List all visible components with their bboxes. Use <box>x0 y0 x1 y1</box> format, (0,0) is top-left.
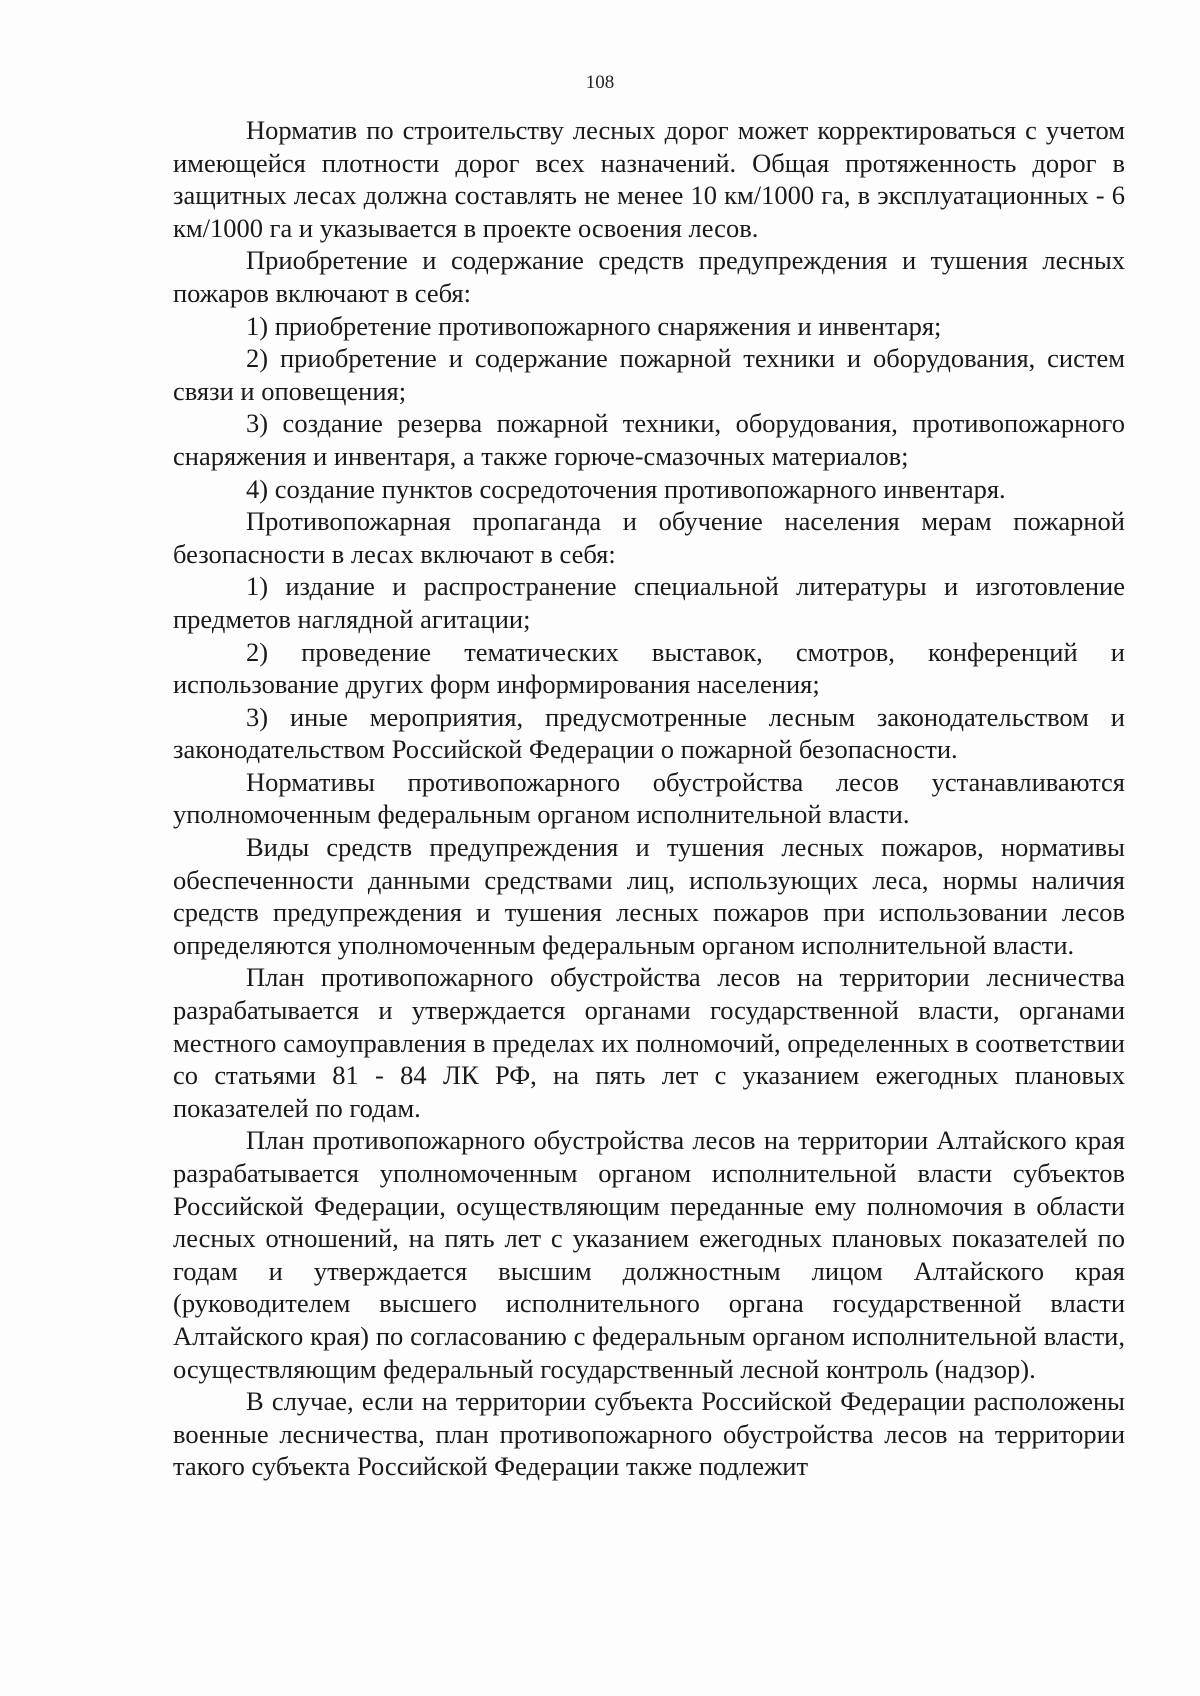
paragraph-altai-plan: План противопожарного обустройства лесов на территории Алтайского края разрабатывается уполномоченным органом исполнительной власти субъектов Российской Федерации, осуществляющим переданные ему полномочия в области лесных отношений, на пять лет с указанием ежегодных плановых показателей по годам и утверждается высшим должностным лицом Алтайского края (руководителем высшего исполнительного органа государственной власти Алтайского края) по согласованию с федеральным органом исполнительной власти, осуществляющим федеральный государственный лесной контроль (надзор). <box>173 1125 1125 1384</box>
list-item-propaganda-1: 1) издание и распространение специальной литературы и изготовление предметов наглядной агитации; <box>173 571 1125 634</box>
list-item-propaganda-3: 3) иные мероприятия, предусмотренные лесным законодательством и законодательством Российской Федерации о пожарной безопасности. <box>173 701 1125 765</box>
paragraph-norms-authority: Нормативы противопожарного обустройства лесов устанавливаются уполномоченным федеральным органом исполнительной власти. <box>173 766 1125 830</box>
list-item-equipment-1: 1) приобретение противопожарного снаряжения и инвентаря; <box>246 310 942 341</box>
list-item-equipment-4: 4) создание пунктов сосредоточения противопожарного инвентаря. <box>246 473 1006 504</box>
document-body <box>173 114 1125 1483</box>
list-item-equipment-2: 2) приобретение и содержание пожарной техники и оборудования, систем связи и оповещения; <box>173 343 1125 406</box>
list-item-propaganda-2: 2) проведение тематических выставок, смотров, конференций и использование других форм информирования населения; <box>173 636 1125 700</box>
paragraph-propaganda-intro: Противопожарная пропаганда и обучение населения мерам пожарной безопасности в лесах включают в себя: <box>173 506 1125 569</box>
paragraph-means-types: Виды средств предупреждения и тушения лесных пожаров, нормативы обеспеченности данными средствами лиц, использующих леса, нормы наличия средств предупреждения и тушения лесных пожаров при использовании лесов определяются уполномоченным федеральным органом исполнительной власти. <box>173 832 1125 960</box>
paragraph-fire-equipment-intro: Приобретение и содержание средств предупреждения и тушения лесных пожаров включают в себя: <box>173 245 1125 308</box>
list-item-equipment-3: 3) создание резерва пожарной техники, оборудования, противопожарного снаряжения и инвентаря, а также горюче-смазочных материалов; <box>173 408 1125 471</box>
page-number: 108 <box>585 72 615 93</box>
paragraph-military-forestry: В случае, если на территории субъекта Российской Федерации расположены военные лесничества, план противопожарного обустройства лесов на территории такого субъекта Российской Федерации также подлежит <box>173 1386 1125 1482</box>
paragraph-road-norms: Норматив по строительству лесных дорог может корректироваться с учетом имеющейся плотности дорог всех назначений. Общая протяженность дорог в защитных лесах должна составлять не менее 10 км/1000 га, в эксплуатационных - 6 км/1000 га и указывается в проекте освоения лесов. <box>173 115 1125 243</box>
paragraph-forestry-plan: План противопожарного обустройства лесов на территории лесничества разрабатывается и утверждается органами государственной власти, органами местного самоуправления в пределах их полномочий, определенных в соответствии со статьями 81 - 84 ЛК РФ, на пять лет с указанием ежегодных плановых показателей по годам. <box>173 962 1125 1123</box>
